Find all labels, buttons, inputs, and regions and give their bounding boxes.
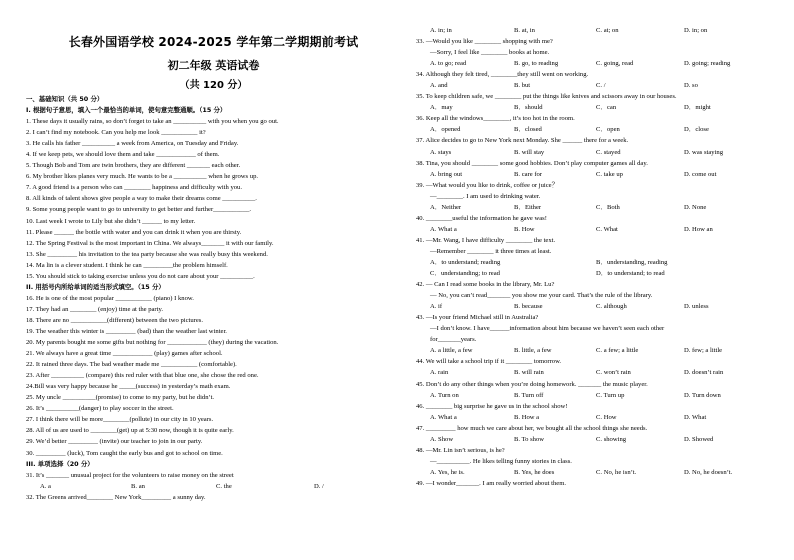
option-a: A. Yes, he is. <box>430 468 465 476</box>
option-b: B. at, in <box>514 27 535 34</box>
options-row <box>416 80 772 91</box>
option-a: A．may <box>430 104 453 112</box>
options-row <box>416 58 772 69</box>
options-row <box>416 345 772 356</box>
right-body <box>416 25 772 489</box>
question-stem: 48. —Mr. Lin isn’t serious, is he? <box>416 446 505 454</box>
section-title: II. 用括号内所给单词的适当形式填空。（15 分） <box>26 282 165 291</box>
options-row <box>416 224 772 235</box>
options-row <box>416 412 772 423</box>
option-c: C．Both <box>596 203 620 211</box>
option-d: D．might <box>684 104 711 112</box>
option-a: A. in; in <box>430 27 452 34</box>
options-row <box>416 367 772 378</box>
option-b: B. How <box>514 225 535 233</box>
left-body <box>26 94 401 503</box>
question-item: 17. They had an ________ (enjoy) time at the party. <box>26 305 163 313</box>
option-b: B. How a <box>514 413 540 421</box>
option-d: D. doesn’t rain <box>684 369 724 377</box>
question-stem: —Remember ________ it three times at least. <box>430 247 552 255</box>
question-stem: —________. I am used to drinking water. <box>430 192 541 200</box>
option-d: D. Showed <box>684 435 714 443</box>
option-b: B．closed <box>514 126 542 134</box>
question-item: 1. These days it usually rains, so don’t forget to take an __________ with you when you go out. <box>26 118 279 126</box>
option-d: D. No, he doesn’t. <box>684 468 733 476</box>
question-item: 7. A good friend is a person who can ________ happiness and difficulty with you. <box>26 184 242 192</box>
part-title: 一、基础知识（共 50 分） <box>26 95 104 103</box>
option-d: D．to understand; to read <box>596 270 665 278</box>
option-a: A. Turn on <box>430 391 459 399</box>
question-item: 10. Last week I wrote to Lily but she didn’t ______ to my letter. <box>26 217 196 225</box>
question-item: 27. I think there will be more________(pollute) in our city in 10 years. <box>26 416 214 424</box>
option-b: B. will stay <box>514 148 545 156</box>
option-c: C．open <box>596 126 620 134</box>
section2-list <box>26 293 401 459</box>
option-b: B. go, to reading <box>514 60 559 68</box>
question-stem: —Sorry, I feel like ________ books at home. <box>430 49 550 57</box>
option-c: C. No, he isn’t. <box>596 468 637 476</box>
option-d: D．close <box>684 126 709 134</box>
option-c: C. stayed <box>596 148 621 156</box>
question-stem: 44. We will take a school trip if it ________ tomorrow. <box>416 358 562 366</box>
option-d: D. Turn down <box>684 391 721 399</box>
question-item: 20. My parents bought me some gifts but nothing for ____________ (they) during the vacation. <box>26 339 279 347</box>
option-c: C．understanding; to read <box>430 270 500 278</box>
section1-list <box>26 116 401 282</box>
question-stem: for_______years. <box>430 336 477 344</box>
option-c: C. at; on <box>596 27 619 34</box>
option-a: A．opened <box>430 126 461 134</box>
options-row <box>416 102 772 113</box>
question-item: 16. He is one of the most popular ___________ (piano) I know. <box>26 294 194 302</box>
exam-title: 长春外国语学校 2024-2025 学年第二学期期前考试 <box>68 35 359 49</box>
question-stem: 47. _________ how much we care about her, we bought all the school things she needs. <box>416 424 648 432</box>
question-stem: 31. It’s _______ unusual project for the volunteers to raise money on the street <box>26 471 234 479</box>
option-d: D. in; on <box>684 27 708 34</box>
question-stem: 38. Tina, you should ________ some good hobbies. Don’t play computer games all day. <box>416 159 648 167</box>
option-b: B. little, a few <box>514 347 552 355</box>
question-stem: 39. —What would you like to drink, coffee or juice？ <box>416 181 559 189</box>
option-d: D. was staying <box>684 148 724 156</box>
section-title: III. 单项选择（20 分） <box>26 459 94 468</box>
exam-subtitle: 初二年级 英语试卷 <box>167 59 260 72</box>
question-stem: 35. To keep children safe, we ________ put the things like knives and scissors away in our houses. <box>416 93 677 101</box>
option-c: C. showing <box>596 435 627 443</box>
question-stem: —__________. He likes telling funny stories in class. <box>430 457 572 465</box>
option-d: D. come out <box>684 170 717 178</box>
option-c: C. Turn up <box>596 391 625 399</box>
option-c: C. although <box>596 303 627 311</box>
question-stem: 40. ________useful the information he gave was! <box>416 214 547 222</box>
option-b: B. will rain <box>514 369 544 377</box>
option-c: C. / <box>596 82 606 90</box>
options-row <box>416 257 772 268</box>
question-item: 13. She _________ his invitation to the tea party because she was really busy this weekend. <box>26 250 268 258</box>
question-stem: 41. —Mr. Wang, I have difficulty ________ the text. <box>416 236 556 244</box>
options-row <box>416 434 772 445</box>
option-c: C．can <box>596 104 617 112</box>
question-stem: 45. Don’t do any other things when you’re doing homework. _______ the music player. <box>416 380 648 388</box>
question-item: 12. The Spring Festival is the most important in China. We always_______ it with our family. <box>26 239 274 247</box>
question-item: 30. _________ (luck), Tom caught the early bus and got to school on time. <box>26 449 223 457</box>
question-stem: 34. Although they felt tired, ________they still went on working. <box>416 71 589 79</box>
option-d: D. going; reading <box>684 60 731 68</box>
question-stem: 33. —Would you like ________ shopping with me? <box>416 38 553 46</box>
option-a: A. Show <box>430 435 454 443</box>
option-c: C. going, read <box>596 60 634 68</box>
question-item: 14. Ma lin is a clever student. I think he can _________the problem himself. <box>26 261 228 269</box>
question-stem: 49. —I wonder_______. I am really worried about them. <box>416 479 566 487</box>
options-row <box>416 268 772 279</box>
option-b: B. Yes, he does <box>514 468 555 476</box>
option-a: A. bring out <box>430 170 463 178</box>
question-item: 8. All kinds of talent shows give people a way to make their dreams come __________. <box>26 195 257 203</box>
question-item: 28. All of us are used to ________(get) up at 5:30 now, though it is quite early. <box>26 427 234 435</box>
option-c: C. What <box>596 225 618 233</box>
option-a: A. stays <box>430 148 452 156</box>
options-row <box>26 481 401 492</box>
option-d: D. How an <box>684 225 713 233</box>
option-b: B．Either <box>514 203 542 211</box>
question-item: 29. We’d better _________ (invite) our teacher to join in our party. <box>26 438 203 446</box>
option-a: A. a <box>40 482 51 490</box>
question-item: 15. You should stick to taking exercise unless you do not care about your __________. <box>26 272 255 280</box>
question-item: 25. My uncle __________(promise) to come to my party, but he didn’t. <box>26 394 215 402</box>
option-d: D. What <box>684 413 707 421</box>
question-item: 9. Some young people want to go to university to get better and further___________. <box>26 206 252 214</box>
option-d: D. unless <box>684 303 709 311</box>
option-d: D. / <box>314 482 324 490</box>
option-a: A. What a <box>430 413 457 421</box>
option-b: B. care for <box>514 170 543 178</box>
option-a: A. if <box>430 303 443 311</box>
options-row <box>416 169 772 180</box>
option-d: D. few; a little <box>684 347 723 355</box>
option-c: C. How <box>596 413 617 421</box>
options-row <box>416 301 772 312</box>
question-stem: —I don’t know. I have______information about him because we haven’t seen each other <box>430 325 665 333</box>
question-item: 5. Though Bob and Tom are twin brothers, they are different _______ each other. <box>26 162 241 170</box>
question-item: 11. Please ______ the bottle with water and you can drink it when you are thirsty. <box>26 228 242 236</box>
option-b: B. To show <box>514 435 545 443</box>
option-c: C. the <box>216 482 232 490</box>
option-c: C. won’t rain <box>596 369 631 377</box>
question-item: 23. After __________ (compare) this red ruler with that blue one, she chose the red one. <box>26 372 259 380</box>
option-c: C. take up <box>596 170 623 178</box>
option-d: D. None <box>684 203 707 211</box>
option-b: B. Turn off <box>514 391 544 399</box>
options-row <box>416 202 772 213</box>
options-row <box>416 25 772 36</box>
question-stem: 43. —Is your friend Michael still in Australia? <box>416 314 539 322</box>
question-item: 24.Bill was very happy because he _____(success) in yesterday’s math exam. <box>26 383 231 391</box>
option-b: B．should <box>514 104 543 112</box>
question-item: 21. We always have a great time ____________ (play) games after school. <box>26 350 223 358</box>
section-title: I. 根据句子意思，填入一个最恰当的单词，使句意完整通顺。（15 分） <box>26 106 227 115</box>
question-stem: 42. — Can I read some books in the library, Mr. Lu? <box>416 281 555 289</box>
question-item: 3. He calls his father __________ a week from America, on Tuesday and Friday. <box>26 140 239 148</box>
question-stem: 37. Alice decides to go to New York next Monday. She ______ there for a week. <box>416 137 629 145</box>
question-stem: 46. ________ big surprise he gave us in the school show! <box>416 402 568 410</box>
question-item: 6. My brother likes planes very much. He wants to be a __________ when he grows up. <box>26 173 259 181</box>
option-b: B. but <box>514 82 531 90</box>
option-b: B. because <box>514 303 543 311</box>
option-d: D. so <box>684 82 698 90</box>
options-row <box>416 390 772 401</box>
options-row <box>416 467 772 478</box>
options-row <box>416 147 772 158</box>
question-item: 18. There are no ___________(different) between the two pictures. <box>26 316 203 324</box>
exam-total-score: （共 120 分） <box>179 80 248 91</box>
option-c: C. a few; a little <box>596 347 639 355</box>
option-a: A．to understand; reading <box>430 258 501 266</box>
question-stem: 36. Keep all the windows________, it’s too hot in the room. <box>416 115 575 123</box>
options-row <box>416 124 772 135</box>
option-a: A. a little, a few <box>430 347 473 355</box>
question-item: 19. The weather this winter is _________ (bad) than the weather last winter. <box>26 327 227 335</box>
option-a: A. What a <box>430 225 457 233</box>
question-stem: 32. The Greens arrived________ New York_________ a sunny day. <box>26 493 206 501</box>
option-a: A. to go; read <box>430 60 467 68</box>
question-item: 22. It rained three days. The bad weather made me ___________ (comfortable). <box>26 361 237 369</box>
option-b: B．understanding, reading <box>596 258 668 266</box>
option-a: A．Neither <box>430 203 462 211</box>
question-stem: — No, you can’t read_______ you show me your card. That’s the rule of the library. <box>430 292 653 300</box>
question-item: 26. It’s __________(danger) to play soccer in the street. <box>26 405 174 413</box>
question-item: 2. I can’t find my notebook. Can you help me look ___________ it? <box>26 129 206 137</box>
option-a: A. and <box>430 82 448 90</box>
option-a: A. rain <box>430 369 449 377</box>
question-item: 4. If we keep pets, we should love them and take ____________ of them. <box>26 151 220 159</box>
option-b: B. an <box>131 482 145 490</box>
